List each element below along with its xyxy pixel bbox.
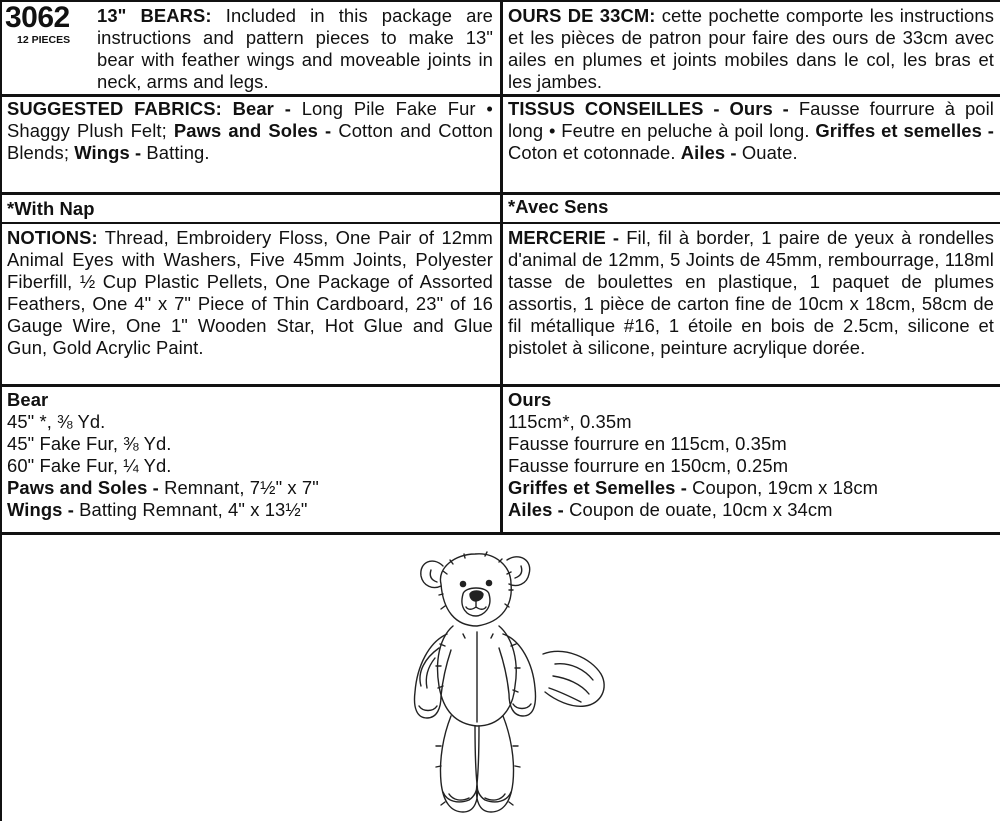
notions-en-label: NOTIONS: <box>7 227 98 248</box>
pattern-number-block <box>5 2 87 46</box>
fabrics-fr-text: Fausse fourrure à poil long • Feutre en peluche à poil long. <box>508 98 994 141</box>
fabrics-fr-ailes-label: Ailes - <box>680 142 737 163</box>
yardage-fr-heading: Ours <box>508 389 552 410</box>
notions-fr-text: Fil, fil à border, 1 paire de yeux à rondelles d'animal de 12mm, 5 Joints de 45mm, rembourrage, 118ml tasse de boulettes en plastique, 1 paquet de plumes assortis, 1 pièce de carton fine de 10cm x 18cm, 58cm de fil métallique #16, 1 étoile en bois de 2.5cm, silicone et pistolet à silicone, peinture acrylique dorée. <box>508 227 994 358</box>
fabrics-fr-label: TISSUS CONSEILLES - Ours - <box>508 98 789 119</box>
fabrics-en-wings-label: Wings - <box>74 142 142 163</box>
yardage-en-line-3: 60" Fake Fur, ¼ Yd. <box>7 455 172 476</box>
notions-fr-label: MERCERIE - <box>508 227 620 248</box>
yardage-fr-ailes-label: Ailes - <box>508 499 564 520</box>
fabrics-en-paws-label: Paws and Soles - <box>173 120 332 141</box>
fabrics-en-bear-text: Long Pile Fake Fur • Shaggy Plush Felt; <box>7 98 493 141</box>
nap-en <box>7 198 493 220</box>
fabrics-fr-ailes-text: Ouate. <box>741 142 798 163</box>
yardage-fr-griffes-label: Griffes et Semelles - <box>508 477 687 498</box>
yardage-fr-ailes-text: Coupon de ouate, 10cm x 34cm <box>569 499 833 520</box>
notions-en-text: Thread, Embroidery Floss, One Pair of 12mm Animal Eyes with Washers, Five 45mm Joints, Polyester Fiberfill, ½ Cup Plastic Pellets, One Package of Assorted Feathers, One 4" x 7" Piece of Thin Cardboard, 23" of 16 Gauge Wire, One 1" Wooden Star, Hot Glue and Glue Gun, Gold Acrylic Paint. <box>7 227 493 358</box>
pattern-number: 3062 <box>5 1 70 34</box>
fabrics-en <box>7 98 493 164</box>
yardage-fr-line-1: 115cm*, 0.35m <box>508 411 632 432</box>
yardage-en-wings-label: Wings - <box>7 499 74 520</box>
yardage-fr <box>508 389 994 521</box>
fabrics-fr <box>508 98 994 164</box>
yardage-en-wings-text: Batting Remnant, 4" x 13½" <box>79 499 308 520</box>
notions-fr <box>508 227 994 359</box>
fabrics-en-bear-label: Bear - <box>232 98 291 119</box>
nap-fr <box>508 196 994 218</box>
pieces-count: 12 PIECES <box>17 34 71 46</box>
nap-en-label: *With Nap <box>7 198 95 219</box>
fabrics-fr-griffes-text: Coton et cotonnade. <box>508 142 676 163</box>
fabrics-en-paws-text: Cotton and Cotton Blends; <box>7 120 493 163</box>
yardage-en <box>7 389 493 521</box>
fabrics-fr-griffes-label: Griffes et semelles - <box>815 120 994 141</box>
notions-en <box>7 227 493 359</box>
header-fr <box>508 5 994 93</box>
yardage-en-line-1: 45" *, ⅜ Yd. <box>7 411 106 432</box>
header-fr-title: OURS DE 33CM: <box>508 5 656 26</box>
yardage-en-line-2: 45" Fake Fur, ⅜ Yd. <box>7 433 172 454</box>
yardage-en-heading: Bear <box>7 389 49 410</box>
column-divider <box>500 0 503 535</box>
header-en <box>97 5 493 93</box>
header-en-title: 13" BEARS: <box>97 5 212 26</box>
yardage-en-paws-label: Paws and Soles - <box>7 477 159 498</box>
header-en-text: Included in this package are instructions and pattern pieces to make 13" bear with feather wings and moveable joints in neck, arms and legs. <box>97 5 493 92</box>
fabrics-en-label: SUGGESTED FABRICS: <box>7 98 222 119</box>
yardage-en-paws-text: Remnant, 7½" x 7" <box>164 477 319 498</box>
header-fr-text: cette pochette comporte les instructions et les pièces de patron pour faire des ours de 33cm avec ailes en plumes et joints mobiles dans le col, les bras et les jambes. <box>508 5 994 92</box>
fabrics-en-wings-text: Batting. <box>146 142 210 163</box>
teddy-bear-icon <box>395 546 621 818</box>
yardage-fr-line-2: Fausse fourrure en 115cm, 0.35m <box>508 433 787 454</box>
yardage-fr-griffes-text: Coupon, 19cm x 18cm <box>692 477 879 498</box>
nap-fr-label: *Avec Sens <box>508 196 609 217</box>
yardage-fr-line-3: Fausse fourrure en 150cm, 0.25m <box>508 455 789 476</box>
